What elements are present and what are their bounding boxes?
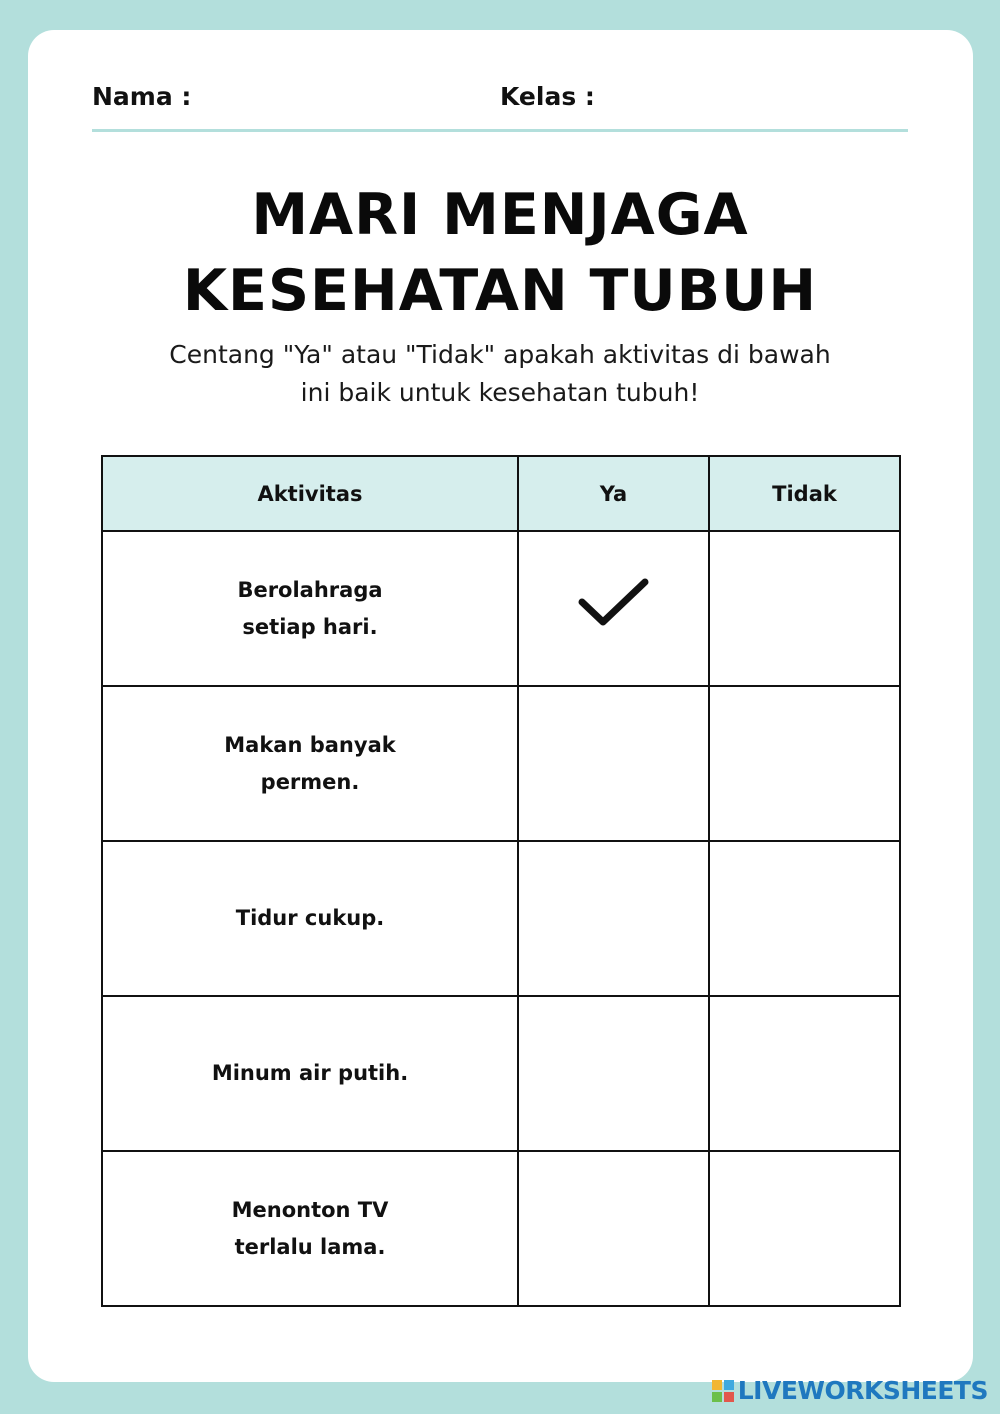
activity-cell: [102, 996, 518, 1151]
title-line-2: KESEHATAN TUBUH: [182, 258, 818, 324]
column-header-ya: Ya: [518, 456, 709, 531]
tidak-checkbox[interactable]: [709, 996, 900, 1151]
activity-cell: [102, 686, 518, 841]
ya-checkbox[interactable]: [518, 841, 709, 996]
instructions-line-2: ini baik untuk kesehatan tubuh!: [300, 378, 700, 407]
liveworksheets-logo-icon: [711, 1379, 735, 1403]
ya-checkbox[interactable]: [518, 996, 709, 1151]
instructions: [100, 336, 900, 412]
activity-text: Menonton TV: [231, 1197, 389, 1222]
activity-cell: [102, 531, 518, 686]
title-line-1: MARI MENJAGA: [251, 182, 749, 248]
table-header-row: [102, 456, 900, 531]
table-row: [102, 531, 900, 686]
ya-checkbox[interactable]: [518, 686, 709, 841]
table-row: [102, 686, 900, 841]
table-row: [102, 996, 900, 1151]
activity-text: terlalu lama.: [234, 1234, 386, 1259]
table-row: [102, 841, 900, 996]
checkmark-icon: [578, 576, 650, 630]
activity-cell: [102, 1151, 518, 1306]
ya-checkbox[interactable]: [518, 1151, 709, 1306]
activity-text: Minum air putih.: [211, 1061, 409, 1085]
tidak-checkbox[interactable]: [709, 1151, 900, 1306]
activity-cell: [102, 841, 518, 996]
table-row: [102, 1151, 900, 1306]
instructions-line-1: Centang "Ya" atau "Tidak" apakah aktivitas di bawah: [169, 340, 831, 369]
name-label: Nama :: [92, 82, 192, 111]
activity-text: Makan banyak: [224, 732, 396, 757]
class-label: Kelas :: [500, 82, 595, 111]
tidak-checkbox[interactable]: [709, 686, 900, 841]
column-header-activity: Aktivitas: [102, 456, 518, 531]
tidak-checkbox[interactable]: [709, 841, 900, 996]
activity-text: Tidur cukup.: [235, 906, 385, 930]
logo-text: LIVEWORKSHEETS: [737, 1376, 988, 1405]
ya-checkbox[interactable]: [518, 531, 709, 686]
liveworksheets-logo: [711, 1376, 988, 1405]
header-divider: [92, 129, 908, 132]
tidak-checkbox[interactable]: [709, 531, 900, 686]
column-header-tidak: Tidak: [709, 456, 900, 531]
activity-table: [101, 455, 901, 1307]
activity-text: permen.: [260, 769, 360, 794]
activity-text: Berolahraga: [237, 577, 383, 602]
activity-text: setiap hari.: [242, 614, 378, 639]
